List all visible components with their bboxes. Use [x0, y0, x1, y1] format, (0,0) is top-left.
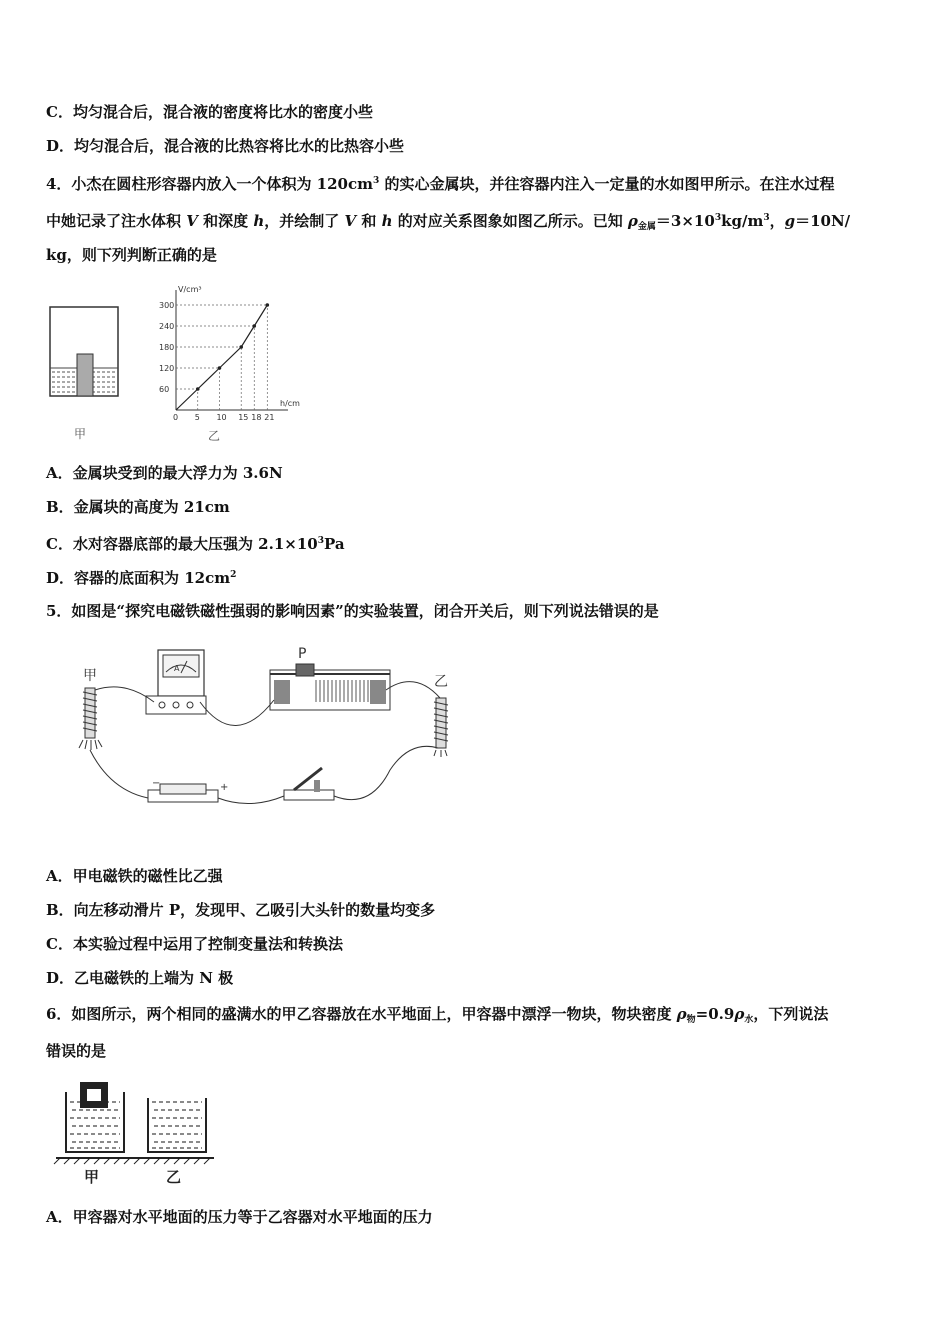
label-jia: 甲 [74, 427, 87, 441]
label-yi: 乙 [208, 429, 221, 443]
q6-stem-line2: 错误的是 [46, 1042, 107, 1060]
x-tick-label: 10 [216, 413, 227, 422]
x-tick-label: 15 [238, 413, 249, 422]
q4-option-d: D．容器的底面积为 $12cm^2$ [46, 569, 237, 587]
x-tick-label: 5 [194, 413, 200, 422]
data-point [196, 387, 200, 391]
x-axis-label: h/cm [280, 399, 300, 408]
q5-stem: 5．如图是“探究电磁铁磁性强弱的影响因素”的实验装置，闭合开关后，则下列说法错误的是 [46, 602, 659, 620]
q5-option-b: B．向左移动滑片 P，发现甲、乙吸引大头针的数量均变多 [46, 901, 436, 919]
ammeter [146, 650, 206, 714]
y-axis-label: V/cm³ [178, 285, 202, 294]
data-point [266, 303, 270, 307]
rheostat [270, 664, 390, 710]
q4-figure-jia [44, 300, 134, 450]
label-yi: 乙 [434, 674, 448, 690]
q4-stem-line1: 4．小杰在圆柱形容器内放入一个体积为 $120cm^3$ 的实心金属块，并往容器内注入一定量的水如图甲所示。在注水过程 [46, 175, 835, 193]
battery [148, 778, 228, 802]
x-tick-label: 0 [173, 413, 179, 422]
q5-option-a: A．甲电磁铁的磁性比乙强 [46, 867, 223, 885]
y-tick-label: 300 [159, 301, 175, 310]
q6-option-a: A．甲容器对水平地面的压力等于乙容器对水平地面的压力 [46, 1208, 433, 1226]
q5-option-c: C．本实验过程中运用了控制变量法和转换法 [46, 935, 343, 953]
q6-figure [52, 1078, 222, 1188]
series-line [176, 305, 267, 410]
q4-option-c: C．水对容器底部的最大压强为 $2.1\times 10^3Pa$ [46, 535, 345, 553]
label-yi: 乙 [166, 1168, 182, 1186]
data-point [252, 324, 256, 328]
y-tick-label: 180 [159, 343, 175, 352]
q4-option-b: B．金属块的高度为 21cm [46, 498, 230, 516]
electromagnet-yi [434, 698, 448, 757]
option-d-prev: D．均匀混合后，混合液的比热容将比水的比热容小些 [46, 137, 405, 155]
q4-stem-line2: 中她记录了注水体积 V 和深度 h，并绘制了 V 和 h 的对应关系图象如图乙所示。已知 $\rho_{金属}=3\times 10^3kg/m^3$，g＝10N/ [46, 212, 851, 232]
q5-circuit-figure [70, 640, 470, 840]
q4-stem-line3: kg，则下列判断正确的是 [46, 246, 217, 264]
battery-plus: + [220, 782, 229, 793]
ground [54, 1158, 214, 1164]
label-jia: 甲 [84, 1168, 100, 1186]
container-jia [66, 1082, 124, 1152]
x-tick-label: 18 [251, 413, 262, 422]
y-tick-label: 120 [159, 364, 175, 373]
switch [284, 768, 334, 800]
label-jia: 甲 [83, 668, 97, 684]
x-tick-label: 21 [264, 413, 275, 422]
slider-p [296, 664, 314, 676]
container-yi [148, 1098, 206, 1152]
wires [90, 682, 440, 804]
electromagnet-jia [79, 688, 102, 750]
metal-block [77, 354, 93, 396]
battery-minus: − [152, 778, 161, 789]
q6-stem-line1: 6．如图所示，两个相同的盛满水的甲乙容器放在水平地面上，甲容器中漂浮一物块，物块密度 $\rho_物=0.9\rho_水$，下列说法 [46, 1005, 829, 1025]
label-p: P [298, 646, 307, 662]
ammeter-label: A [174, 664, 180, 673]
q4-option-a: A．金属块受到的最大浮力为 3.6N [46, 464, 283, 482]
option-c-prev: C．均匀混合后，混合液的密度将比水的密度小些 [46, 103, 373, 121]
data-point [218, 366, 222, 370]
y-tick-label: 60 [159, 385, 170, 394]
data-point [239, 345, 243, 349]
y-tick-label: 240 [159, 322, 175, 331]
q5-option-d: D．乙电磁铁的上端为 N 极 [46, 969, 234, 987]
q4-chart-yi [150, 280, 310, 450]
